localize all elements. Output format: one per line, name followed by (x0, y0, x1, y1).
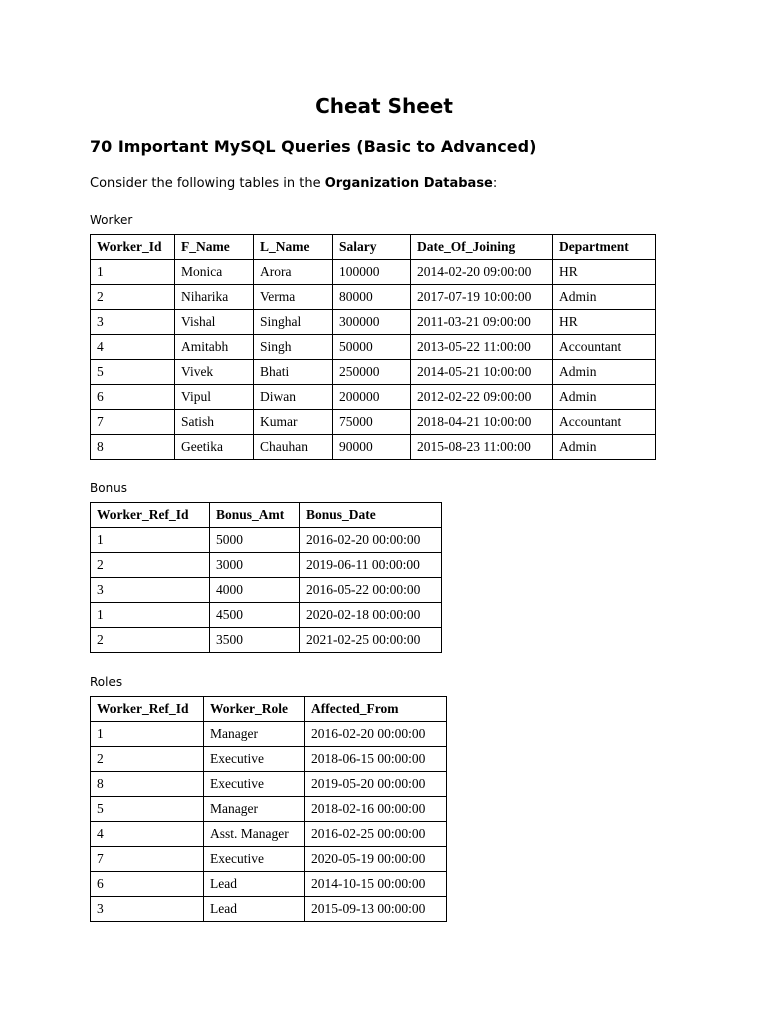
table-cell: Geetika (175, 435, 254, 460)
table-row (91, 310, 656, 335)
table-cell: Singh (254, 335, 333, 360)
column-header: Worker_Id (91, 235, 175, 260)
table-cell: 250000 (333, 360, 411, 385)
table-cell: 2016-02-20 00:00:00 (305, 722, 447, 747)
table-cell: 2013-05-22 11:00:00 (411, 335, 553, 360)
bonus-table (90, 502, 442, 653)
table-row (91, 578, 442, 603)
table-cell: Vivek (175, 360, 254, 385)
table-cell: 300000 (333, 310, 411, 335)
column-header: Worker_Role (204, 697, 305, 722)
column-header: Department (553, 235, 656, 260)
table-cell: Executive (204, 772, 305, 797)
table-cell: Manager (204, 797, 305, 822)
table-cell: 5 (91, 360, 175, 385)
column-header: Date_Of_Joining (411, 235, 553, 260)
table-cell: Accountant (553, 335, 656, 360)
table-cell: 2012-02-22 09:00:00 (411, 385, 553, 410)
table-cell: 2016-02-25 00:00:00 (305, 822, 447, 847)
column-header: Salary (333, 235, 411, 260)
table-cell: Chauhan (254, 435, 333, 460)
table-cell: 90000 (333, 435, 411, 460)
table-cell: Kumar (254, 410, 333, 435)
table-cell: Admin (553, 435, 656, 460)
table-cell: Vishal (175, 310, 254, 335)
table-cell: Admin (553, 285, 656, 310)
table-cell: 1 (91, 603, 210, 628)
table-row (91, 335, 656, 360)
table-cell: Niharika (175, 285, 254, 310)
table-cell: 2 (91, 628, 210, 653)
table-row (91, 360, 656, 385)
table-cell: 2015-08-23 11:00:00 (411, 435, 553, 460)
table-cell: 2020-02-18 00:00:00 (300, 603, 442, 628)
table-cell: 2 (91, 553, 210, 578)
intro-prefix: Consider the following tables in the (90, 176, 325, 191)
table-cell: 2016-05-22 00:00:00 (300, 578, 442, 603)
table-cell: 2020-05-19 00:00:00 (305, 847, 447, 872)
table-cell: 2016-02-20 00:00:00 (300, 528, 442, 553)
table-cell: 80000 (333, 285, 411, 310)
table-cell: 2014-02-20 09:00:00 (411, 260, 553, 285)
table-cell: Lead (204, 897, 305, 922)
page-subtitle: 70 Important MySQL Queries (Basic to Advanced) (90, 137, 537, 156)
table-cell: 1 (91, 260, 175, 285)
table-cell: 2019-05-20 00:00:00 (305, 772, 447, 797)
table-row (91, 772, 447, 797)
table-cell: Monica (175, 260, 254, 285)
table-row (91, 747, 447, 772)
table-cell: Accountant (553, 410, 656, 435)
table-cell: Lead (204, 872, 305, 897)
worker-table-caption: Worker (90, 213, 133, 227)
table-cell: 1 (91, 528, 210, 553)
table-header-row (91, 697, 447, 722)
table-row (91, 528, 442, 553)
intro-suffix: : (492, 176, 498, 191)
table-row (91, 260, 656, 285)
column-header: Worker_Ref_Id (91, 503, 210, 528)
table-header-row (91, 503, 442, 528)
table-cell: 200000 (333, 385, 411, 410)
table-cell: 4500 (210, 603, 300, 628)
column-header: Bonus_Amt (210, 503, 300, 528)
table-cell: 7 (91, 847, 204, 872)
table-cell: 2014-10-15 00:00:00 (305, 872, 447, 897)
table-cell: Manager (204, 722, 305, 747)
table-cell: 2011-03-21 09:00:00 (411, 310, 553, 335)
table-cell: Executive (204, 847, 305, 872)
table-cell: Executive (204, 747, 305, 772)
table-cell: 3 (91, 310, 175, 335)
table-row (91, 628, 442, 653)
roles-table-caption: Roles (90, 675, 123, 689)
table-cell: 6 (91, 872, 204, 897)
table-cell: HR (553, 310, 656, 335)
table-cell: 2018-04-21 10:00:00 (411, 410, 553, 435)
table-row (91, 897, 447, 922)
table-row (91, 797, 447, 822)
column-header: F_Name (175, 235, 254, 260)
table-cell: 100000 (333, 260, 411, 285)
intro-paragraph (90, 176, 497, 191)
table-cell: 3500 (210, 628, 300, 653)
table-row (91, 603, 442, 628)
table-cell: 3 (91, 578, 210, 603)
table-row (91, 435, 656, 460)
table-cell: Bhati (254, 360, 333, 385)
table-cell: 5000 (210, 528, 300, 553)
table-cell: Admin (553, 360, 656, 385)
table-cell: 2 (91, 285, 175, 310)
table-cell: Satish (175, 410, 254, 435)
column-header: L_Name (254, 235, 333, 260)
table-cell: Arora (254, 260, 333, 285)
table-cell: Vipul (175, 385, 254, 410)
table-cell: 2018-02-16 00:00:00 (305, 797, 447, 822)
roles-table (90, 696, 447, 922)
table-row (91, 822, 447, 847)
table-cell: 2015-09-13 00:00:00 (305, 897, 447, 922)
table-row (91, 847, 447, 872)
table-cell: 4 (91, 822, 204, 847)
table-cell: 2014-05-21 10:00:00 (411, 360, 553, 385)
table-cell: 4 (91, 335, 175, 360)
table-header-row (91, 235, 656, 260)
worker-table (90, 234, 656, 460)
table-row (91, 553, 442, 578)
intro-emphasis: Organization Database (324, 176, 493, 191)
table-cell: HR (553, 260, 656, 285)
table-cell: Singhal (254, 310, 333, 335)
bonus-table-caption: Bonus (90, 481, 128, 495)
page-title: Cheat Sheet (315, 94, 453, 118)
table-row (91, 722, 447, 747)
table-cell: 3 (91, 897, 204, 922)
table-cell: Admin (553, 385, 656, 410)
table-row (91, 285, 656, 310)
column-header: Affected_From (305, 697, 447, 722)
table-cell: 2019-06-11 00:00:00 (300, 553, 442, 578)
table-cell: 8 (91, 772, 204, 797)
table-cell: Amitabh (175, 335, 254, 360)
table-cell: 7 (91, 410, 175, 435)
table-row (91, 385, 656, 410)
table-cell: 2 (91, 747, 204, 772)
table-cell: Asst. Manager (204, 822, 305, 847)
table-cell: 50000 (333, 335, 411, 360)
table-cell: Diwan (254, 385, 333, 410)
table-cell: 2021-02-25 00:00:00 (300, 628, 442, 653)
table-cell: 2017-07-19 10:00:00 (411, 285, 553, 310)
column-header: Bonus_Date (300, 503, 442, 528)
table-cell: 2018-06-15 00:00:00 (305, 747, 447, 772)
column-header: Worker_Ref_Id (91, 697, 204, 722)
table-cell: 4000 (210, 578, 300, 603)
table-cell: 8 (91, 435, 175, 460)
table-cell: 1 (91, 722, 204, 747)
table-cell: 3000 (210, 553, 300, 578)
table-cell: 6 (91, 385, 175, 410)
table-row (91, 410, 656, 435)
table-row (91, 872, 447, 897)
table-cell: Verma (254, 285, 333, 310)
table-cell: 5 (91, 797, 204, 822)
table-cell: 75000 (333, 410, 411, 435)
